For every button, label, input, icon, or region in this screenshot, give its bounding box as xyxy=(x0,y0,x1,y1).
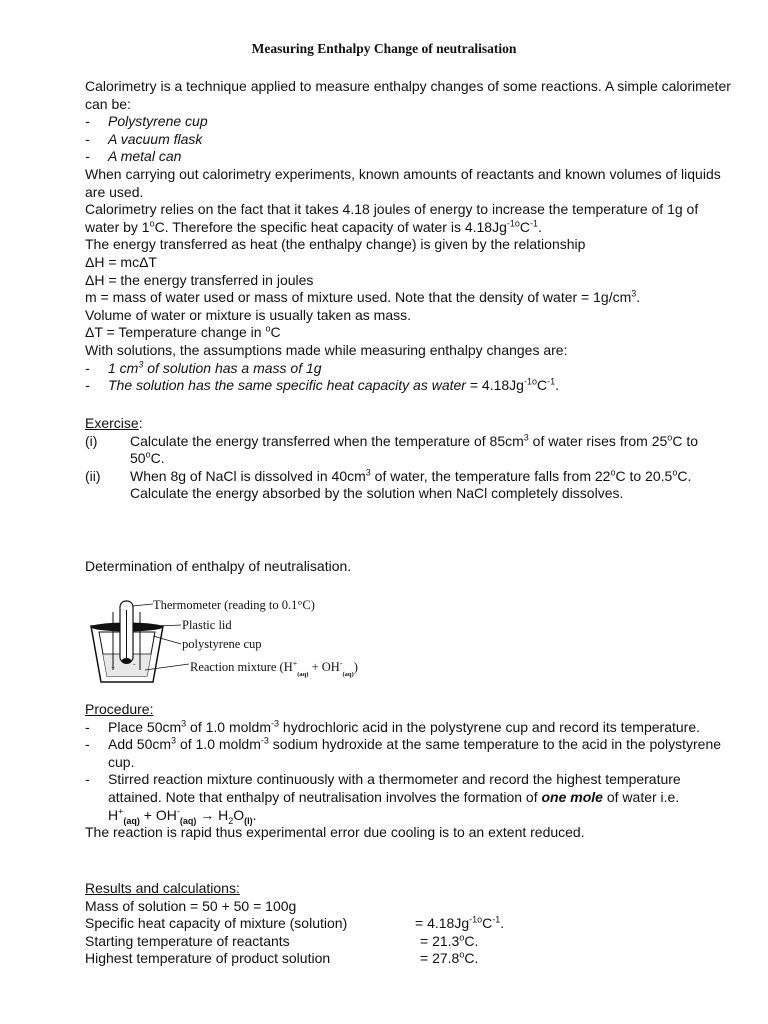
intro-section xyxy=(85,78,735,395)
formula-definition: Volume of water or mixture is usually taken as mass. xyxy=(85,306,412,323)
calorimeter-illustration xyxy=(85,592,405,687)
procedure-step: - Place $50cm^3$ of 1.0 moldm$^{-3}$ hydrochloric acid in the polystyrene cup and record its temperature. xyxy=(85,717,701,735)
intro-paragraph: Calorimetry is a technique applied to measure enthalpy changes of some reactions. A simple calorimeter can be: xyxy=(85,78,731,112)
procedure-note: The reaction is rapid thus experimental error due cooling is to an extent reduced. xyxy=(85,824,585,841)
energy-relationship-text: The energy transferred as heat (the enthalpy change) is given by the relationship xyxy=(85,236,586,253)
ion-plus: + xyxy=(111,663,116,672)
formula-definition: ΔH = the energy transferred in joules xyxy=(85,271,314,288)
exercise-section xyxy=(85,415,735,503)
ion-minus: - xyxy=(133,659,136,668)
procedure-heading: Procedure: xyxy=(85,701,154,717)
procedure-step: - Add $50cm^3$ of 1.0 moldm$^{-3}$ sodium hydroxide at the same temperature to the acid in the polystyrene cup. xyxy=(85,735,722,770)
calorimeter-diagram xyxy=(85,592,405,687)
exercise-heading: Exercise: xyxy=(85,415,143,431)
polystyrene-cup-label: polystyrene cup xyxy=(182,637,262,651)
assumption-item: - 1 $cm^3$ of solution has a mass of 1g xyxy=(85,358,322,376)
calorimeter-item: - A metal can xyxy=(85,148,182,165)
calorimeter-item: - A vacuum flask xyxy=(85,130,203,147)
determination-heading: Determination of enthalpy of neutralisation. xyxy=(85,558,352,574)
procedure-step: - Stirred reaction mixture continuously with a thermometer and record the highest temperature attained. Note that enthalpy of neutralisation involves the formation of one mole of water i.e. $H^+_{(aq)} + OH^-_{(aq)} \to H_2O_{(l)}$. xyxy=(85,771,681,826)
calorimetry-experiment-text: When carrying out calorimetry experiments, known amounts of reactants and known volumes of liquids are used. xyxy=(85,165,721,200)
results-row: Starting temperature of reactants = $21.3^oC$. xyxy=(85,932,479,949)
results-row: Highest temperature of product solution = $27.8^oC$. xyxy=(85,949,479,967)
enthalpy-formula: ΔH = mcΔT xyxy=(85,253,157,270)
results-heading: Results and calculations: xyxy=(85,880,240,896)
assumption-item: - The solution has the same specific heat capacity as water = $4.18Jg^{-1o}C^{-1}$. xyxy=(85,376,560,394)
assumptions-intro: With solutions, the assumptions made while measuring enthalpy changes are: xyxy=(85,341,568,358)
formula-definition: ΔT = Temperature change in $^o$C xyxy=(85,323,281,341)
exercise-question: (i) Calculate the energy transferred when the temperature of $85cm^3$ of water rises from 25$^o$C to 50$^o$C. xyxy=(85,431,698,467)
exercise-question: (ii) When 8g of NaCl is dissolved in $40cm^3$ of water, the temperature falls from 22$^o$C to 20.5$^o$C. Calculate the energy absorbed by the solution when NaCl completely dissolves. xyxy=(85,467,692,502)
results-section xyxy=(85,880,735,968)
results-row: Mass of solution = 50 + 50 = 100g xyxy=(85,897,297,914)
specific-heat-text: Calorimetry relies on the fact that it takes 4.18 joules of energy to increase the temperature of 1g of water by 1$^o$C. Therefore the specific heat capacity of water is $4.18Jg^{-1o}C^{-1}$. xyxy=(85,201,699,235)
reaction-mixture-label: Reaction mixture $(H^+_{(aq)} + OH^-_{(aq)})$ xyxy=(190,659,358,678)
page-title: Measuring Enthalpy Change of neutralisation xyxy=(251,41,517,56)
results-row: Specific heat capacity of mixture (solution) = $4.18Jg^{-1o}C^{-1}$. xyxy=(85,914,505,932)
procedure-section xyxy=(85,701,735,842)
plastic-lid-label: Plastic lid xyxy=(182,618,232,632)
formula-definition: m = mass of water used or mass of mixture used. Note that the density of water = $1g/cm^3$. xyxy=(85,288,641,306)
thermometer-label: Thermometer (reading to 0.1°C) xyxy=(153,598,315,612)
calorimeter-item: - Polystyrene cup xyxy=(85,113,208,130)
